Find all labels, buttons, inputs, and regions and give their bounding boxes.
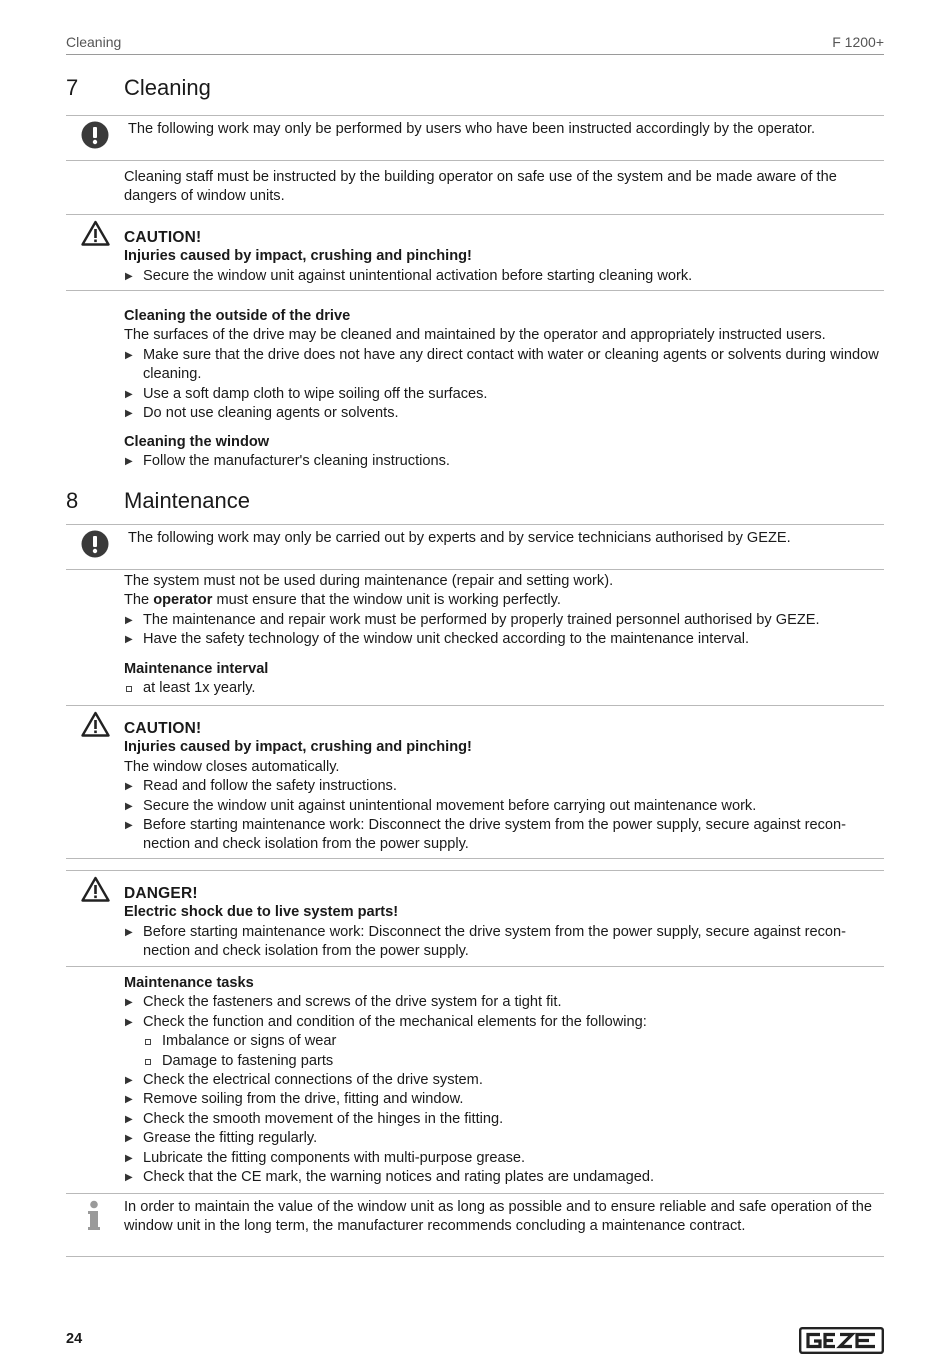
cleaning-window-block <box>124 433 884 472</box>
info-note: In order to maintain the value of the window unit as long as possible and to ensure reliable and safe operation of the window unit in the long term, the manufacturer recommends concluding a maintenance contract. <box>124 1199 873 1235</box>
section-8-notice: The following work may only be carried out by experts and by service technicians authorised by GEZE. <box>128 530 791 546</box>
list-item: ▶ Make sure that the drive does not have any direct contact with water or cleaning agents or solvents during window cleaning. <box>124 346 884 385</box>
sub-list-item: Damage to fastening parts <box>143 1052 884 1071</box>
header-rule <box>66 54 884 55</box>
paragraph: The system must not be used during maintenance (repair and setting work). <box>124 573 614 589</box>
sub-list-item: Imbalance or signs of wear <box>143 1032 884 1051</box>
maintenance-intro-block <box>124 572 884 650</box>
list-item: ▶ Before starting maintenance work: Disconnect the drive system from the power supply, secure against recon-nection and check isolation from the power supply. <box>124 923 884 962</box>
divider <box>66 115 884 116</box>
list-item: ▶ Have the safety technology of the window unit checked according to the maintenance interval. <box>124 630 884 649</box>
subheading: Maintenance tasks <box>124 975 254 991</box>
divider <box>66 1256 884 1257</box>
paragraph: The window closes automatically. <box>124 758 340 775</box>
list-item: ▶ Secure the window unit against unintentional movement before carrying out maintenance work. <box>124 797 884 816</box>
section-7-title: Cleaning <box>124 75 211 100</box>
paragraph <box>124 591 884 610</box>
hazard-text: Injuries caused by impact, crushing and pinching! <box>124 248 472 265</box>
list-item: ▶ Follow the manufacturer's cleaning instructions. <box>124 452 884 471</box>
divider <box>66 870 884 871</box>
divider <box>66 1193 884 1194</box>
divider <box>66 214 884 215</box>
divider <box>66 160 884 161</box>
danger-block <box>124 884 884 962</box>
signal-word: CAUTION! <box>124 229 202 246</box>
list-item: ▶ Read and follow the safety instructions. <box>124 777 884 796</box>
divider <box>66 524 884 525</box>
page-number: 24 <box>66 1331 83 1347</box>
caution-block-cleaning <box>124 228 884 286</box>
signal-word: CAUTION! <box>124 720 202 737</box>
divider <box>66 569 884 570</box>
list-item: ▶ Do not use cleaning agents or solvents. <box>124 404 884 423</box>
list-item: ▶ Grease the fitting regularly. <box>124 1129 884 1148</box>
hazard-text: Injuries caused by impact, crushing and pinching! <box>124 739 472 756</box>
list-item: ▶ Check the electrical connections of the drive system. <box>124 1071 884 1090</box>
important-notice-icon <box>81 530 109 558</box>
maintenance-tasks-block <box>124 974 884 1187</box>
cleaning-outside-block <box>124 307 884 423</box>
list-item: ▶ Check the function and condition of the mechanical elements for the following: <box>124 1013 884 1032</box>
warning-triangle-icon <box>81 220 110 246</box>
text-run: must ensure that the window unit is working perfectly. <box>212 592 561 609</box>
running-header-right: F 1200+ <box>832 34 884 50</box>
emphasis-operator: operator <box>153 592 213 609</box>
list-item: ▶ Check the fasteners and screws of the drive system for a tight fit. <box>124 993 884 1012</box>
signal-word: DANGER! <box>124 885 198 902</box>
running-header-left: Cleaning <box>66 34 122 50</box>
list-item: ▶ Check that the CE mark, the warning notices and rating plates are undamaged. <box>124 1168 884 1187</box>
list-item: ▶ Secure the window unit against unintentional activation before starting cleaning work. <box>124 267 884 286</box>
divider <box>66 966 884 967</box>
info-icon <box>86 1200 102 1232</box>
section-8-title: Maintenance <box>124 488 250 513</box>
geze-logo <box>799 1327 884 1354</box>
hazard-text: Electric shock due to live system parts! <box>124 904 399 921</box>
divider <box>66 858 884 859</box>
important-notice-icon <box>81 121 109 149</box>
section-7-notice: The following work may only be performed by users who have been instructed accordingly by the operator. <box>128 121 816 137</box>
list-item: ▶ Before starting maintenance work: Disconnect the drive system from the power supply, secure against recon-nection and check isolation from the power supply. <box>124 816 884 855</box>
text-run: The <box>124 592 154 609</box>
list-item: ▶ Use a soft damp cloth to wipe soiling off the surfaces. <box>124 385 884 404</box>
section-7-intro: Cleaning staff must be instructed by the building operator on safe use of the system and be made aware of the dangers of window units. <box>124 169 837 205</box>
paragraph: The surfaces of the drive may be cleaned and maintained by the operator and appropriately instructed users. <box>124 327 826 344</box>
list-item: ▶ Lubricate the fitting components with multi-purpose grease. <box>124 1149 884 1168</box>
section-7-number: 7 <box>66 75 79 100</box>
list-item: ▶ Check the smooth movement of the hinges in the fitting. <box>124 1110 884 1129</box>
list-item: ▶ The maintenance and repair work must be performed by properly trained personnel authorised by GEZE. <box>124 611 884 630</box>
subheading: Maintenance interval <box>124 661 269 677</box>
divider <box>66 705 884 706</box>
list-item: at least 1x yearly. <box>124 679 884 698</box>
subheading: Cleaning the outside of the drive <box>124 308 351 324</box>
section-8-number: 8 <box>66 488 79 513</box>
caution-block-maintenance <box>124 719 884 855</box>
divider <box>66 290 884 291</box>
maintenance-interval-block <box>124 660 884 699</box>
list-item: ▶ Remove soiling from the drive, fitting and window. <box>124 1090 884 1109</box>
danger-triangle-icon <box>81 876 110 902</box>
warning-triangle-icon <box>81 711 110 737</box>
subheading: Cleaning the window <box>124 434 270 450</box>
